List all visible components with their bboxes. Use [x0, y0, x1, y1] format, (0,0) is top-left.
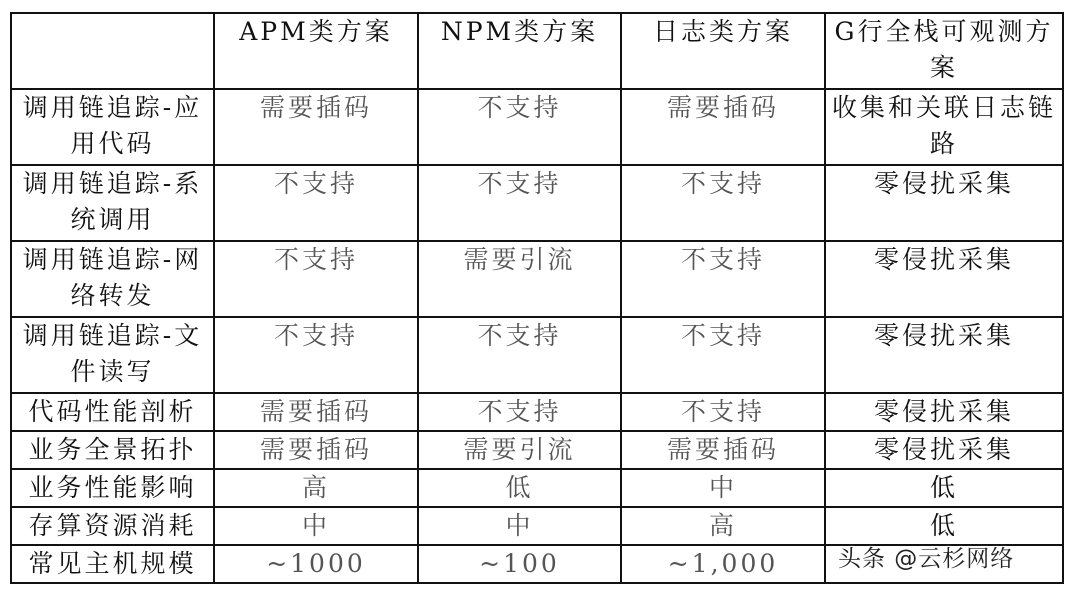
table-cell: 需要引流 [418, 241, 621, 317]
table-cell: 零侵扰采集 [825, 241, 1063, 317]
table-row [11, 165, 1063, 241]
table-cell: 不支持 [621, 165, 825, 241]
row-label: 业务性能影响 [11, 469, 214, 507]
column-header-g-fullstack: G行全栈可观测方案 [825, 13, 1063, 89]
corner-cell [11, 13, 214, 89]
table-cell: 不支持 [418, 165, 621, 241]
table-cell: 零侵扰采集 [825, 393, 1063, 431]
table-cell: 高 [621, 507, 825, 545]
table-row [11, 393, 1063, 431]
row-label: 调用链追踪-应用代码 [11, 89, 214, 165]
table-cell: 需要插码 [214, 89, 418, 165]
watermark: 头条 @云杉网络 [838, 546, 1015, 572]
table-row [11, 241, 1063, 317]
table-cell: 中 [418, 507, 621, 545]
row-label: 调用链追踪-网络转发 [11, 241, 214, 317]
table-cell: 低 [825, 507, 1063, 545]
column-header-apm: APM类方案 [214, 13, 418, 89]
table-cell: 不支持 [418, 89, 621, 165]
table-cell: ~1,000 [621, 545, 825, 583]
row-label: 存算资源消耗 [11, 507, 214, 545]
table-cell: ~1000 [214, 545, 418, 583]
table-cell: 不支持 [621, 317, 825, 393]
table-cell: 零侵扰采集 [825, 431, 1063, 469]
table-cell: 零侵扰采集 [825, 317, 1063, 393]
table-cell: 不支持 [418, 393, 621, 431]
table-cell: 零侵扰采集 [825, 165, 1063, 241]
row-label: 调用链追踪-系统调用 [11, 165, 214, 241]
table-cell: 不支持 [621, 393, 825, 431]
table-cell: 需要插码 [621, 431, 825, 469]
table-cell: 需要插码 [214, 393, 418, 431]
table-row [11, 469, 1063, 507]
table-cell: 低 [825, 469, 1063, 507]
table-cell: 不支持 [418, 317, 621, 393]
table-cell: 不支持 [621, 241, 825, 317]
column-header-npm: NPM类方案 [418, 13, 621, 89]
table-cell: 不支持 [214, 241, 418, 317]
table-cell: ~100 [418, 545, 621, 583]
table-cell: 中 [621, 469, 825, 507]
table-cell: 需要引流 [418, 431, 621, 469]
column-header-log: 日志类方案 [621, 13, 825, 89]
table-row [11, 431, 1063, 469]
table-row [11, 317, 1063, 393]
table-cell: 收集和关联日志链路 [825, 89, 1063, 165]
comparison-table [10, 12, 1064, 584]
table-cell: 需要插码 [214, 431, 418, 469]
header-row [11, 13, 1063, 89]
table-cell: 不支持 [214, 165, 418, 241]
table-cell: 低 [418, 469, 621, 507]
table-cell: 需要插码 [621, 89, 825, 165]
table-cell: 不支持 [214, 317, 418, 393]
row-label: 调用链追踪-文件读写 [11, 317, 214, 393]
row-label: 业务全景拓扑 [11, 431, 214, 469]
table-cell: 高 [214, 469, 418, 507]
table-cell: 中 [214, 507, 418, 545]
table-row [11, 89, 1063, 165]
row-label: 代码性能剖析 [11, 393, 214, 431]
row-label: 常见主机规模 [11, 545, 214, 583]
